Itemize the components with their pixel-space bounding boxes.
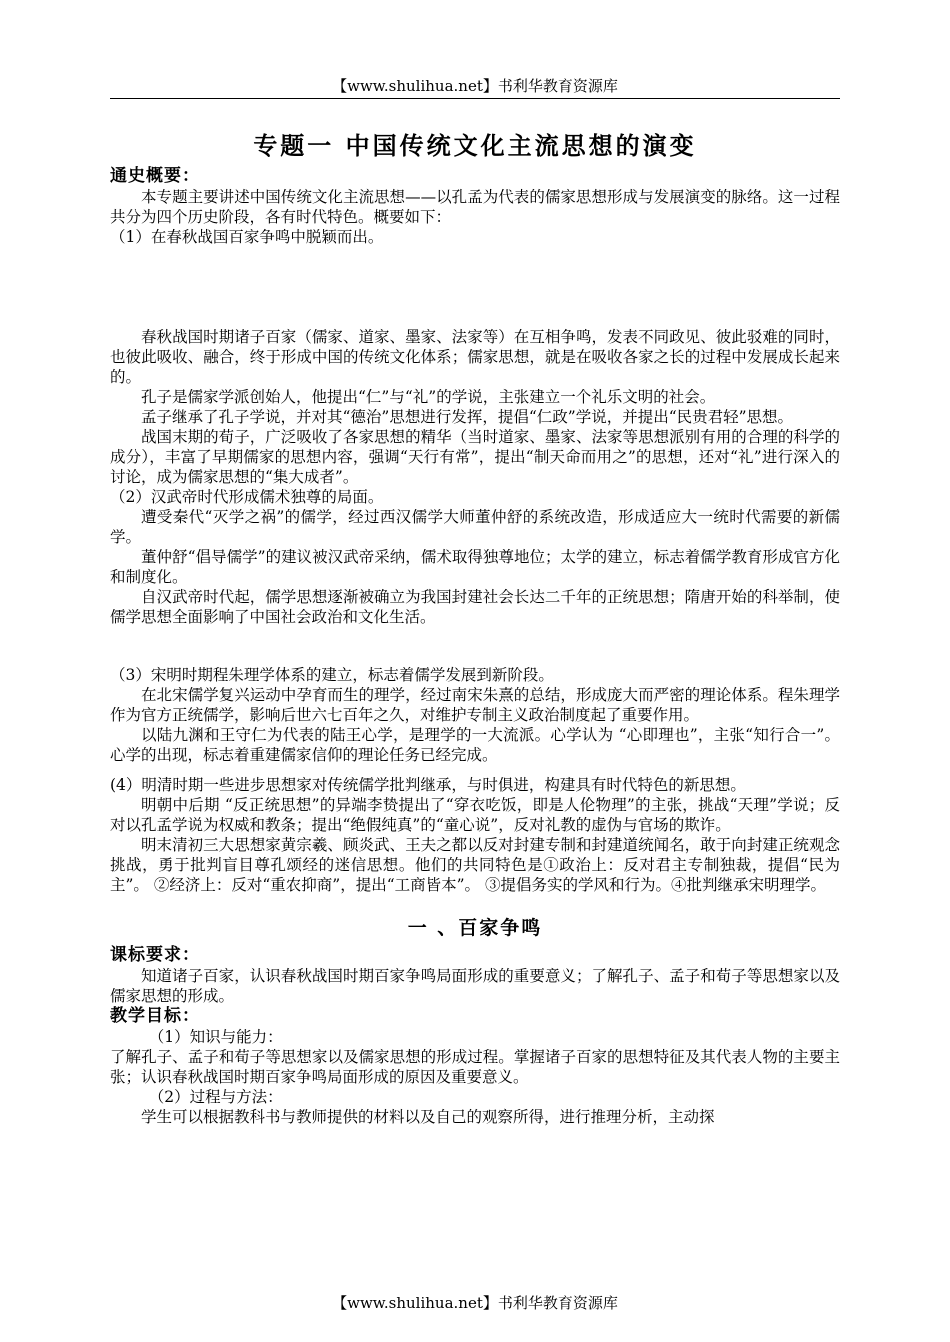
document-body: [110, 126, 840, 1127]
stage3-paragraph: 在北宋儒学复兴运动中孕育而生的理学，经过南宋朱熹的总结，形成庞大而严密的理论体系。程朱理学作为官方正统儒学，影响后世六七百年之久，对维护专制主义政治制度起了重要作用。: [110, 686, 840, 724]
stage4-title: (4）明清时期一些进步思想家对传统儒学批判继承，与时俱进，构建具有时代特色的新思想。: [110, 776, 746, 794]
stage3-paragraph: 以陆九渊和王守仁为代表的陆王心学，是理学的一大流派。心学认为 “心即理也”，主张“知行合一”。心学的出现，标志着重建儒家信仰的理论任务已经完成。: [110, 726, 840, 764]
stage2-paragraph: 董仲舒“倡导儒学”的建议被汉武帝采纳，儒术取得独尊地位；太学的建立，标志着儒学教育形成官方化和制度化。: [110, 548, 840, 586]
stage1-title: （1）在春秋战国百家争鸣中脱颖而出。: [110, 228, 384, 246]
stage1-paragraph: 春秋战国时期诸子百家（儒家、道家、墨家、法家等）在互相争鸣，发表不同政见、彼此驳难的同时，也彼此吸收、融合，终于形成中国的传统文化体系；儒家思想，就是在吸收各家之长的过程中发展成长起来的。: [110, 328, 840, 386]
goals-heading: 教学目标：: [110, 1006, 200, 1026]
stage1-paragraph: 孔子是儒家学派创始人，他提出“仁”与“礼”的学说，主张建立一个礼乐文明的社会。: [141, 388, 716, 406]
section-title: 一 、百家争鸣: [407, 917, 543, 939]
overview-heading: 通史概要：: [110, 166, 200, 186]
stage4-paragraph: 明末清初三大思想家黄宗羲、顾炎武、王夫之都以反对封建专制和封建道统闻名，敢于向封建正统观念挑战，勇于批判盲目尊孔颂经的迷信思想。他们的共同特色是①政治上：反对君主专制独裁，提倡“民为主”。 ②经济上：反对“重农抑商”，提出“工商皆本”。 ③提倡务实的学风和行为。④批判继承宋明理学。: [110, 836, 840, 894]
document-title: 专题一 中国传统文化主流思想的演变: [253, 131, 697, 160]
stage2-title: （2）汉武帝时代形成儒术独尊的局面。: [110, 488, 384, 506]
stage1-paragraph: 孟子继承了孔子学说，并对其“德治”思想进行发挥，提倡“仁政”学说，并提出“民贵君轻”思想。: [141, 408, 794, 426]
overview-intro: 本专题主要讲述中国传统文化主流思想——以孔孟为代表的儒家思想形成与发展演变的脉络。这一过程共分为四个历史阶段，各有时代特色。概要如下：: [110, 188, 840, 226]
stage1-paragraph: 战国末期的荀子，广泛吸收了各家思想的精华（当时道家、墨家、法家等思想派别有用的合理的科学的成分），丰富了早期儒家的思想内容，强调“天行有常”，提出“制天命而用之”的思想，还对“礼”进行深入的讨论，成为儒家思想的“集大成者”。: [110, 428, 840, 486]
page-header: 【www.shulihua.net】书利华教育资源库: [332, 77, 618, 95]
stage2-paragraph: 遭受秦代“灭学之祸”的儒学，经过西汉儒学大师董仲舒的系统改造，形成适应大一统时代需要的新儒学。: [110, 508, 840, 546]
goal2-title: （2）过程与方法：: [148, 1088, 283, 1106]
page-footer: 【www.shulihua.net】书利华教育资源库: [332, 1294, 618, 1312]
spacer: [110, 287, 840, 327]
goal2-text: 学生可以根据教科书与教师提供的材料以及自己的观察所得，进行推理分析，主动探: [141, 1108, 715, 1126]
spacer: [110, 627, 840, 665]
spacer: [110, 765, 840, 775]
header-rule: [110, 98, 840, 99]
stage2-paragraph: 自汉武帝时代起，儒学思想逐渐被确立为我国封建社会长达二千年的正统思想；隋唐开始的科举制，使儒学思想全面影响了中国社会政治和文化生活。: [110, 588, 840, 626]
spacer: [110, 247, 840, 287]
standard-text: 知道诸子百家，认识春秋战国时期百家争鸣局面形成的重要意义；了解孔子、孟子和荀子等思想家以及儒家思想的形成。: [110, 967, 840, 1005]
goal1-title: （1）知识与能力：: [148, 1028, 283, 1046]
stage4-paragraph: 明朝中后期 “反正统思想”的异端李贽提出了“穿衣吃饭，即是人伦物理”的主张，挑战“天理”学说；反对以孔孟学说为权威和教条；提出“绝假纯真”的“童心说”，反对礼教的虚伪与官场的欺诈。: [110, 796, 840, 834]
stage3-title: （3）宋明时期程朱理学体系的建立，标志着儒学发展到新阶段。: [110, 666, 554, 684]
standard-heading: 课标要求：: [110, 945, 200, 965]
goal1-text: 了解孔子、孟子和荀子等思想家以及儒家思想的形成过程。掌握诸子百家的思想特征及其代表人物的主要主张；认识春秋战国时期百家争鸣局面形成的原因及重要意义。: [110, 1048, 840, 1086]
